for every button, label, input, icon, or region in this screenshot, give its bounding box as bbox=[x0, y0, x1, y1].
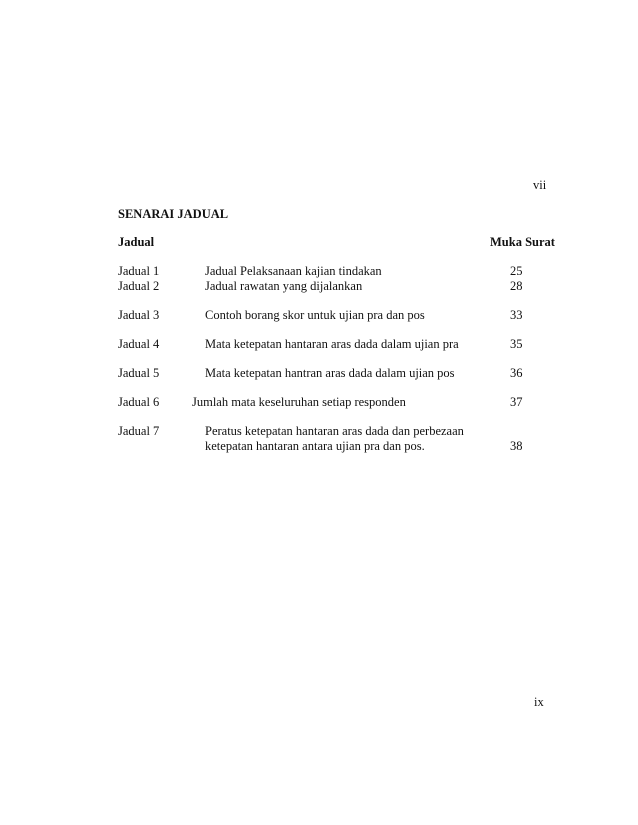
row-title-jadual-3: Contoh borang skor untuk ujian pra dan pos bbox=[205, 308, 425, 322]
row-page-jadual-1: 25 bbox=[510, 264, 523, 278]
row-title-jadual-6: Jumlah mata keseluruhan setiap responden bbox=[192, 395, 406, 409]
row-title-jadual-2: Jadual rawatan yang dijalankan bbox=[205, 279, 363, 293]
row-page-jadual-2: 28 bbox=[510, 279, 523, 293]
row-label-jadual-3: Jadual 3 bbox=[118, 308, 160, 322]
list-heading: SENARAI JADUAL bbox=[118, 207, 229, 221]
row-label-jadual-1: Jadual 1 bbox=[118, 264, 160, 278]
row-page-jadual-5: 36 bbox=[510, 366, 523, 380]
row-page-jadual-6: 37 bbox=[510, 395, 523, 409]
column-header-jadual: Jadual bbox=[118, 235, 155, 249]
row-label-jadual-4: Jadual 4 bbox=[118, 337, 160, 351]
row-title-jadual-4: Mata ketepatan hantaran aras dada dalam ujian pra bbox=[205, 337, 459, 351]
row-label-jadual-6: Jadual 6 bbox=[118, 395, 160, 409]
row-label-jadual-5: Jadual 5 bbox=[118, 366, 160, 380]
row-label-jadual-2: Jadual 2 bbox=[118, 279, 160, 293]
page-number-top: vii bbox=[533, 178, 547, 192]
row-page-jadual-4: 35 bbox=[510, 337, 523, 351]
page-number-bottom: ix bbox=[534, 695, 544, 709]
row-title-jadual-1: Jadual Pelaksanaan kajian tindakan bbox=[205, 264, 382, 278]
row-title-jadual-5: Mata ketepatan hantran aras dada dalam ujian pos bbox=[205, 366, 455, 380]
column-header-muka-surat: Muka Surat bbox=[490, 235, 555, 249]
row-title-jadual-7-line-1: Peratus ketepatan hantaran aras dada dan perbezaan bbox=[205, 424, 464, 438]
row-page-jadual-7: 38 bbox=[510, 439, 523, 453]
row-label-jadual-7: Jadual 7 bbox=[118, 424, 160, 438]
row-page-jadual-3: 33 bbox=[510, 308, 523, 322]
row-title-jadual-7-line-2: ketepatan hantaran antara ujian pra dan pos. bbox=[205, 439, 425, 453]
